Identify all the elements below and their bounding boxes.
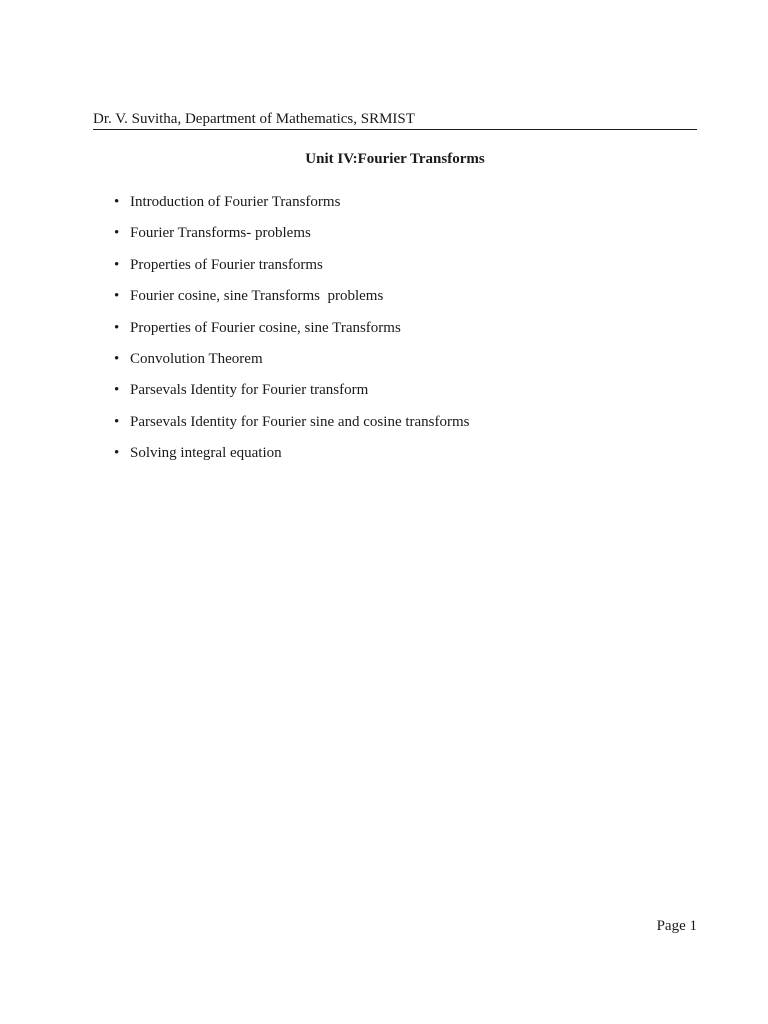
topic-label: Parsevals Identity for Fourier transform [130, 382, 369, 399]
topic-label: Convolution Theorem [130, 350, 263, 367]
topic-label: Solving integral equation [130, 445, 282, 462]
topic-label: Properties of Fourier transforms [130, 256, 323, 273]
page-number: Page 1 [656, 918, 697, 934]
bullet-icon: • [114, 413, 120, 430]
bullet-icon: • [114, 319, 120, 336]
topic-label: Parsevals Identity for Fourier sine and cosine transforms [130, 413, 470, 430]
topic-label: Introduction of Fourier Transforms [130, 194, 341, 210]
bullet-icon: • [114, 350, 120, 367]
bullet-icon: • [114, 194, 120, 210]
topic-label: Fourier cosine, sine Transforms problems [130, 288, 384, 305]
header-text: Dr. V. Suvitha, Department of Mathematics, SRMIST [93, 111, 415, 127]
topic-label: Fourier Transforms- problems [130, 225, 311, 242]
bullet-icon: • [114, 445, 120, 462]
bullet-icon: • [114, 288, 120, 305]
page-header [93, 109, 697, 130]
bullet-icon: • [114, 225, 120, 242]
topic-label: Properties of Fourier cosine, sine Transforms [130, 319, 401, 336]
bullet-icon: • [114, 382, 120, 399]
page-title: Unit IV:Fourier Transforms [305, 151, 485, 167]
bullet-icon: • [114, 256, 120, 273]
